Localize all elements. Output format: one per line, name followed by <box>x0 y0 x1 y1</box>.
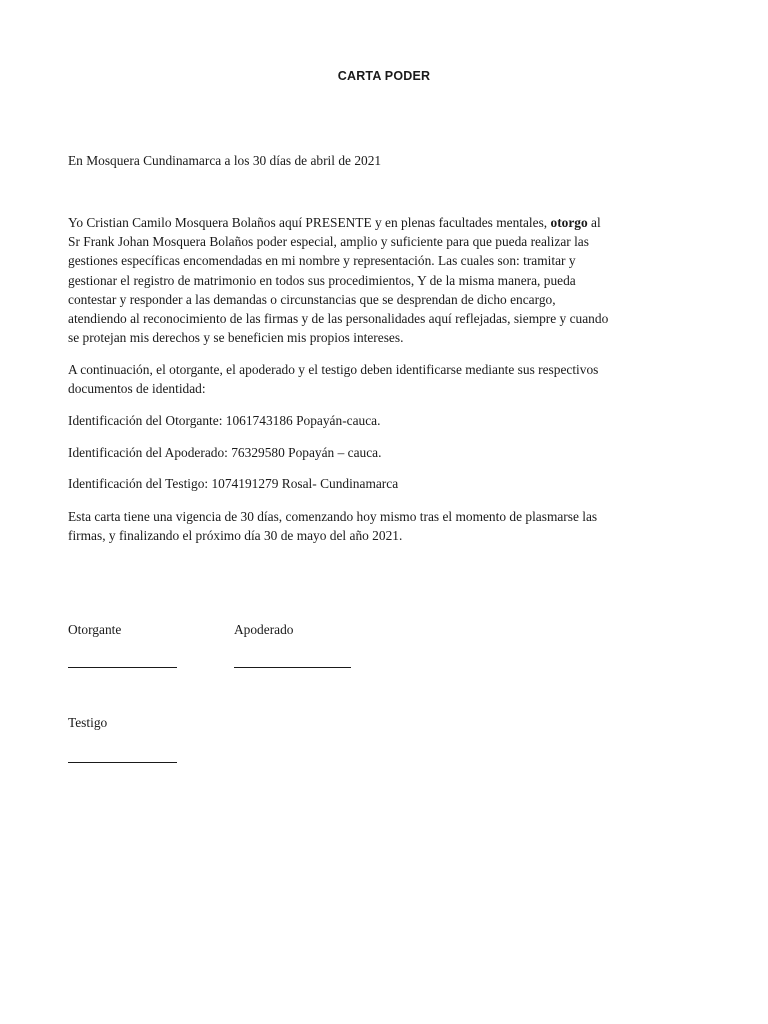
body-line: gestionar el registro de matrimonio en todos sus procedimientos, Y de la misma manera, pueda <box>68 272 576 288</box>
body-paragraph <box>68 213 708 347</box>
body-line: se protejan mis derechos y se beneficien mis propios intereses. <box>68 330 404 346</box>
intro-paragraph <box>68 360 708 398</box>
signature-label-testigo: Testigo <box>68 715 108 730</box>
body-line: Yo Cristian Camilo Mosquera Bolaños aquí PRESENTE y en plenas facultades mentales, otorgo al <box>68 215 601 230</box>
intro-line: A continuación, el otorgante, el apoderado y el testigo deben identificarse mediante sus respectivos <box>68 362 599 377</box>
vigencia-line: Esta carta tiene una vigencia de 30 días, comenzando hoy mismo tras el momento de plasmarse las <box>68 509 598 524</box>
id-testigo: Identificación del Testigo: 1074191279 Rosal- Cundinamarca <box>68 476 399 491</box>
vigencia-paragraph <box>68 507 708 545</box>
body-line: gestiones específicas encomendadas en mi nombre y representación. Las cuales son: tramitar y <box>68 253 576 269</box>
vigencia-line: firmas, y finalizando el próximo día 30 de mayo del año 2021. <box>68 528 403 544</box>
bold-word-otorgo: otorgo <box>550 215 588 230</box>
body-line: contestar y responder a las demandas o circunstancias que se desprendan de dicho encargo, <box>68 291 556 307</box>
intro-line: documentos de identidad: <box>68 381 206 397</box>
date-line: En Mosquera Cundinamarca a los 30 días de abril de 2021 <box>68 153 382 168</box>
body-line: atendiendo al reconocimiento de las firmas y de las personalidades aquí reflejadas, siempre y cuando <box>68 311 609 327</box>
id-apoderado: Identificación del Apoderado: 76329580 Popayán – cauca. <box>68 445 382 460</box>
body-line: Sr Frank Johan Mosquera Bolaños poder especial, amplio y suficiente para que pueda realizar las <box>68 234 589 250</box>
document-title: CARTA PODER <box>337 69 431 83</box>
signature-line-otorgante <box>68 667 177 668</box>
signature-line-apoderado <box>234 667 351 668</box>
signature-label-apoderado: Apoderado <box>234 622 294 637</box>
signature-line-testigo <box>68 762 177 763</box>
id-otorgante: Identificación del Otorgante: 1061743186 Popayán-cauca. <box>68 413 381 428</box>
signature-label-otorgante: Otorgante <box>68 622 122 637</box>
